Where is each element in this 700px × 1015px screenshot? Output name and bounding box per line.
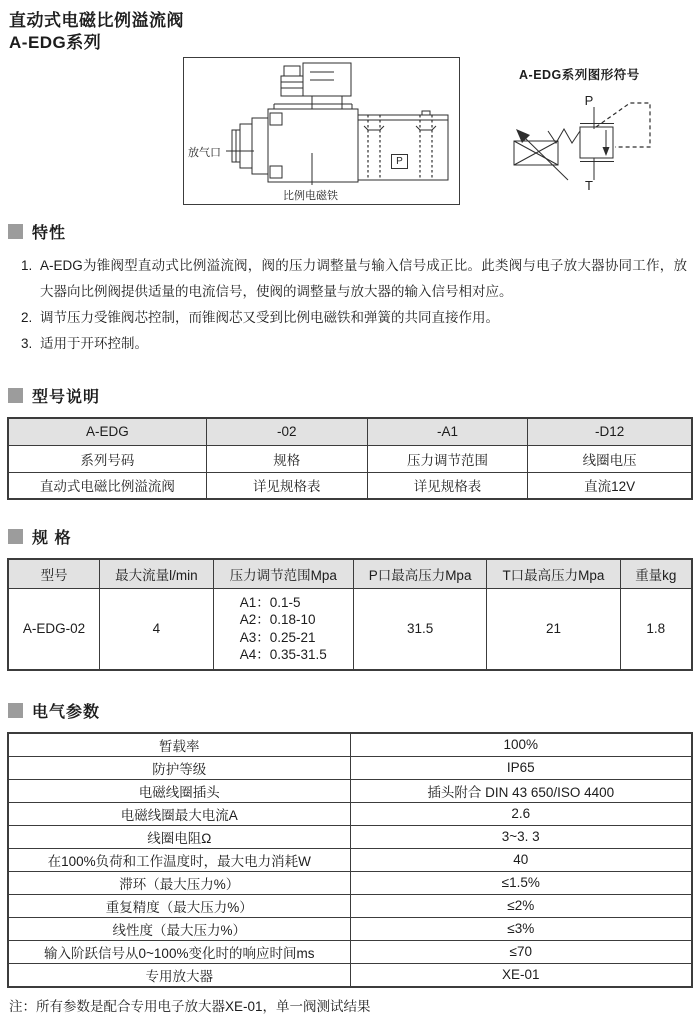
param-value: XE-01 — [350, 963, 692, 987]
section-marker-icon — [8, 388, 23, 403]
feature-number: 2. — [21, 310, 33, 325]
valve-drawing-icon — [184, 58, 459, 204]
feature-number: 3. — [21, 336, 33, 351]
symbol-port-t-label: T — [585, 178, 593, 193]
param-value: 插头附合 DIN 43 650/ISO 4400 — [350, 779, 692, 802]
section-marker-icon — [8, 703, 23, 718]
cell: 直流12V — [528, 472, 692, 499]
table-row — [8, 871, 692, 894]
param-value: ≤1.5% — [350, 871, 692, 894]
feature-item — [21, 331, 687, 357]
param-label: 在100%负荷和工作温度时，最大电力消耗W — [8, 848, 350, 871]
table-row — [8, 894, 692, 917]
range-line: A3：0.25-21 — [239, 629, 316, 645]
header-cell: T口最高压力Mpa — [487, 559, 620, 588]
table-row — [8, 733, 692, 757]
max-flow-cell: 4 — [100, 588, 214, 670]
cell: 直动式电磁比例溢流阀 — [8, 472, 206, 499]
air-bleed-label: 放气口 — [188, 147, 221, 159]
proportional-solenoid-label: 比例电磁铁 — [283, 190, 338, 202]
feature-item — [21, 253, 687, 305]
table-row — [8, 917, 692, 940]
feature-text: 调节压力受锥阀芯控制，而锥阀芯又受到比例电磁铁和弹簧的共同直接作用。 — [40, 310, 499, 325]
range-line: A1：0.1-5 — [239, 594, 301, 610]
header-cell: 压力调节范围Mpa — [213, 559, 353, 588]
cell: 规格 — [206, 445, 367, 472]
header-cell: -02 — [206, 418, 367, 445]
table-row — [8, 802, 692, 825]
table-row — [8, 445, 692, 472]
param-label: 线圈电阻Ω — [8, 825, 350, 848]
table-row — [8, 472, 692, 499]
header-cell: 型号 — [8, 559, 100, 588]
feature-text: 适用于开环控制。 — [40, 336, 148, 351]
table-row — [8, 588, 692, 670]
cell: 线圈电压 — [528, 445, 692, 472]
table-row — [8, 963, 692, 987]
model-code-table — [7, 417, 693, 500]
t-max-cell: 21 — [487, 588, 620, 670]
cell: 详见规格表 — [367, 472, 528, 499]
header-cell: -A1 — [367, 418, 528, 445]
figure-area — [7, 57, 693, 207]
range-line: A2：0.18-10 — [239, 612, 316, 627]
header-cell: 最大流量l/min — [100, 559, 214, 588]
param-value: IP65 — [350, 756, 692, 779]
section-marker-icon — [8, 224, 23, 239]
param-label: 输入阶跃信号从0~100%变化时的响应时间ms — [8, 940, 350, 963]
param-label: 重复精度（最大压力%） — [8, 894, 350, 917]
section-title: 电气参数 — [32, 703, 101, 721]
table-row — [8, 756, 692, 779]
section-heading-electrical — [8, 699, 693, 722]
section-title: 型号说明 — [32, 389, 101, 406]
symbol-port-p-label: P — [584, 93, 594, 108]
pressure-range-cell — [213, 588, 353, 670]
symbol-caption: A-EDG系列图形符号 — [519, 68, 640, 82]
table-row — [8, 779, 692, 802]
model-cell: A-EDG-02 — [8, 588, 100, 670]
param-value: 3~3. 3 — [350, 825, 692, 848]
param-value: 100% — [350, 733, 692, 757]
valve-outline-drawing — [183, 57, 460, 205]
table-header-row — [8, 418, 692, 445]
param-label: 电磁线圈插头 — [8, 779, 350, 802]
section-title: 特性 — [32, 225, 67, 242]
param-label: 线性度（最大压力%） — [8, 917, 350, 940]
param-label: 专用放大器 — [8, 963, 350, 987]
param-label: 滞环（最大压力%） — [8, 871, 350, 894]
features-list — [21, 253, 687, 357]
section-heading-features — [8, 220, 693, 243]
param-value: ≤3% — [350, 917, 692, 940]
cell: 系列号码 — [8, 445, 206, 472]
table-header-row — [8, 559, 692, 588]
section-marker-icon — [8, 529, 23, 544]
header-cell: 重量kg — [620, 559, 692, 588]
doc-title-line1: 直动式电磁比例溢流阀 — [9, 11, 184, 30]
cell: 详见规格表 — [206, 472, 367, 499]
section-heading-specs — [8, 525, 693, 548]
table-row — [8, 940, 692, 963]
param-value: 2.6 — [350, 802, 692, 825]
param-value: ≤2% — [350, 894, 692, 917]
feature-text: A-EDG为锥阀型直动式比例溢流阀，阀的压力调整量与输入信号成正比。此类阀与电子放大器协同工作，放大器向比例阀提供适量的电流信号，使阀的调整量与放大器的输入信号相对应。 — [40, 258, 687, 299]
param-label: 电磁线圈最大电流A — [8, 802, 350, 825]
header-cell: P口最高压力Mpa — [353, 559, 486, 588]
param-value: ≤70 — [350, 940, 692, 963]
electrical-params-table — [7, 732, 693, 988]
param-label: 防护等级 — [8, 756, 350, 779]
feature-number: 1. — [21, 258, 33, 273]
weight-cell: 1.8 — [620, 588, 692, 670]
header-cell: -D12 — [528, 418, 692, 445]
section-heading-model-code — [8, 384, 693, 407]
p-max-cell: 31.5 — [353, 588, 486, 670]
footnote: 注：所有参数是配合专用电子放大器XE-01，单一阀测试结果 — [9, 998, 371, 1014]
port-p-mark: P — [391, 154, 408, 169]
specs-table — [7, 558, 693, 671]
table-row — [8, 848, 692, 871]
param-label: 暂载率 — [8, 733, 350, 757]
table-row — [8, 825, 692, 848]
range-line: A4：0.35-31.5 — [239, 647, 327, 662]
section-title: 规 格 — [32, 530, 72, 547]
feature-item — [21, 305, 687, 331]
doc-title-line2: A-EDG系列 — [9, 33, 102, 52]
header-cell: A-EDG — [8, 418, 206, 445]
pressure-range-lines — [240, 591, 327, 667]
cell: 压力调节范围 — [367, 445, 528, 472]
param-value: 40 — [350, 848, 692, 871]
